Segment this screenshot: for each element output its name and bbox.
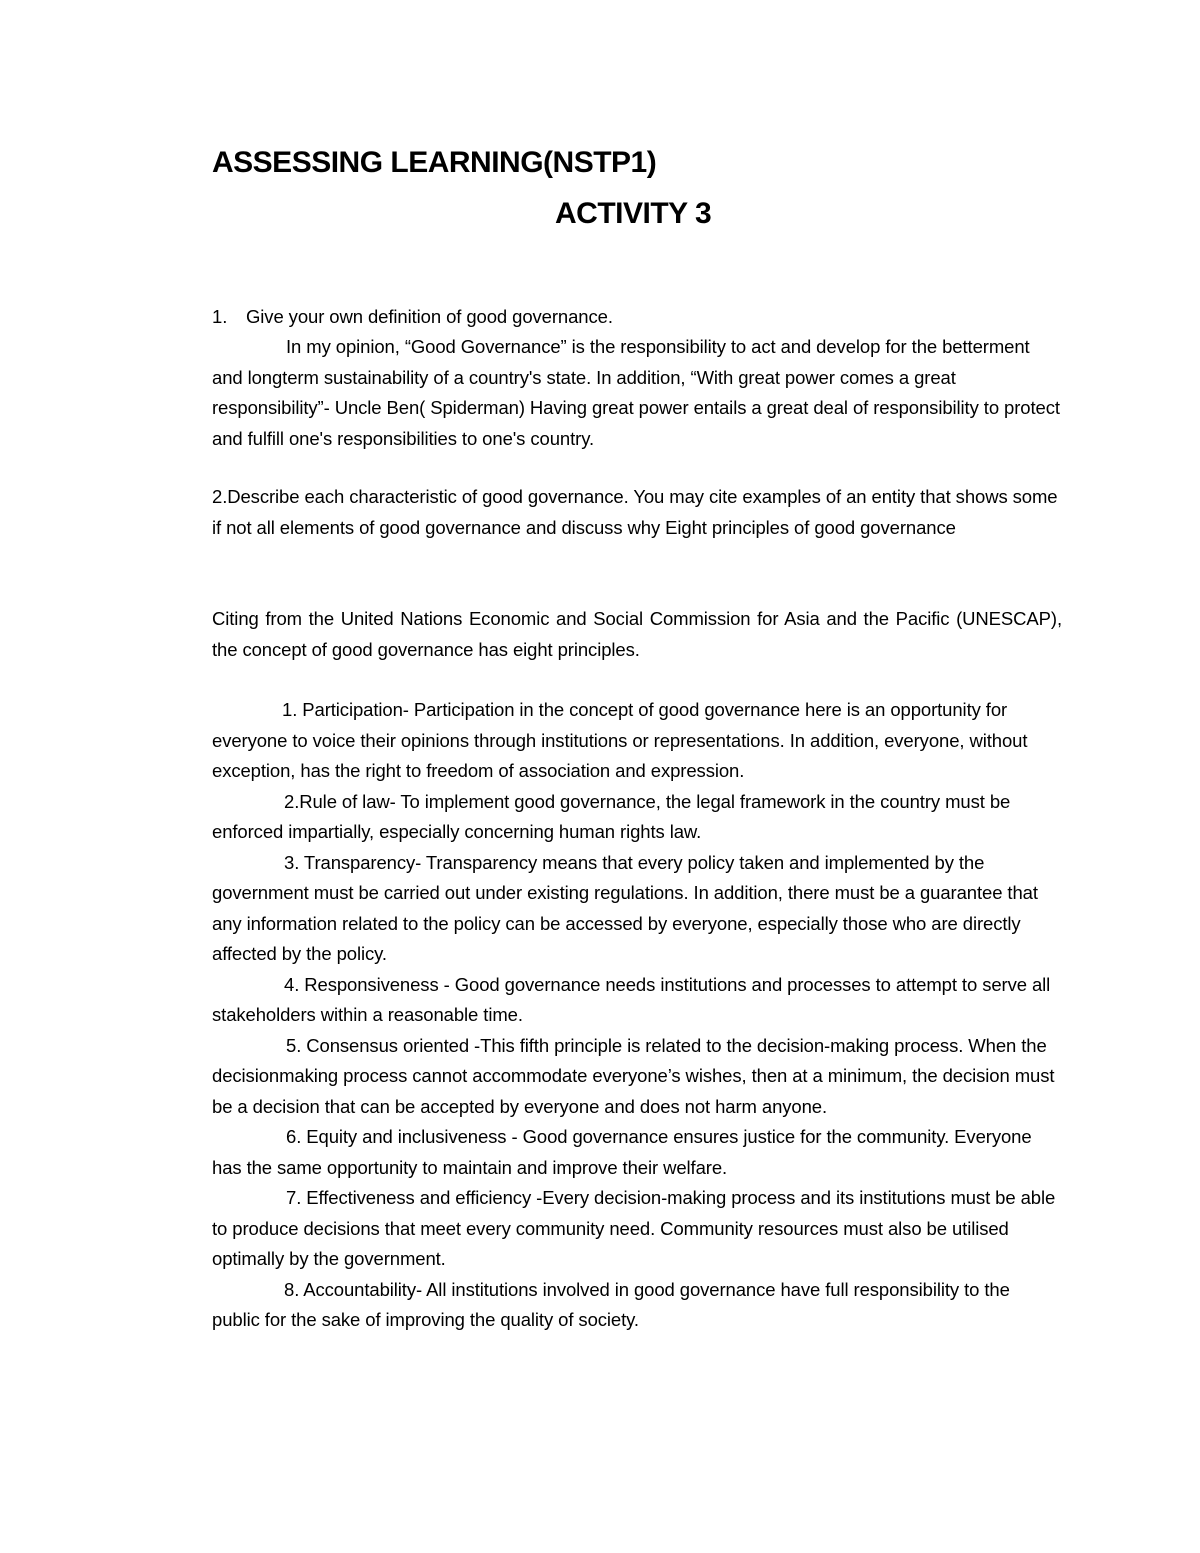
principle-consensus-oriented: 5. Consensus oriented -This fifth principle is related to the decision-making process. When the decisionmaking process cannot accommodate everyone’s wishes, then at a minimum, the decision must be a decision that can be accepted by everyone and does not harm anyone. (212, 1034, 1055, 1117)
question-1-answer: In my opinion, “Good Governance” is the responsibility to act and develop for the betterment and longterm sustainability of a country's state. In addition, “With great power comes a great responsibility”- Uncle Ben( Spiderman) Having great power entails a great deal of responsibility to protect and fulfill one's responsibilities to one's country. (212, 336, 1060, 449)
document-title: ASSESSING LEARNING(NSTP1) (212, 146, 657, 179)
question-1-text: Give your own definition of good governance. (246, 306, 613, 327)
principle-participation: 1. Participation- Participation in the concept of good governance here is an opportunity for everyone to voice their opinions through institutions or representations. In addition, everyone, without exception, has the right to freedom of association and expression. (212, 699, 1028, 781)
principle-responsiveness: 4. Responsiveness - Good governance needs institutions and processes to attempt to serve all stakeholders within a reasonable time. (212, 973, 1051, 1025)
principles-list (212, 695, 1062, 1336)
question-1-prompt (212, 302, 1062, 333)
activity-heading: ACTIVITY 3 (555, 197, 712, 230)
principle-rule-of-law: 2.Rule of law- To implement good governance, the legal framework in the country must be enforced impartially, especially concerning human rights law. (212, 790, 1011, 842)
question-2-prompt: 2.Describe each characteristic of good governance. You may cite examples of an entity that shows some if not all elements of good governance and discuss why Eight principles of good governance (212, 486, 1058, 538)
principle-accountability: 8. Accountability- All institutions involved in good governance have full responsibility to the public for the sake of improving the quality of society. (212, 1278, 1010, 1330)
principle-transparency: 3. Transparency- Transparency means that every policy taken and implemented by the government must be carried out under existing regulations. In addition, there must be a guarantee that any information related to the policy can be accessed by everyone, especially those who are directly affected by the policy. (212, 851, 1038, 964)
question-1-number: 1. (212, 306, 228, 327)
principle-effectiveness-efficiency: 7. Effectiveness and efficiency -Every decision-making process and its institutions must be able to produce decisions that meet every community need. Community resources must also be utilised optimally by the government. (212, 1187, 1056, 1269)
question-2-intro: Citing from the United Nations Economic and Social Commission for Asia and the Pacific (UNESCAP), the concept of good governance has eight principles. (212, 608, 1062, 660)
principle-equity-inclusiveness: 6. Equity and inclusiveness - Good governance ensures justice for the community. Everyone has the same opportunity to maintain and improve their welfare. (212, 1126, 1032, 1178)
